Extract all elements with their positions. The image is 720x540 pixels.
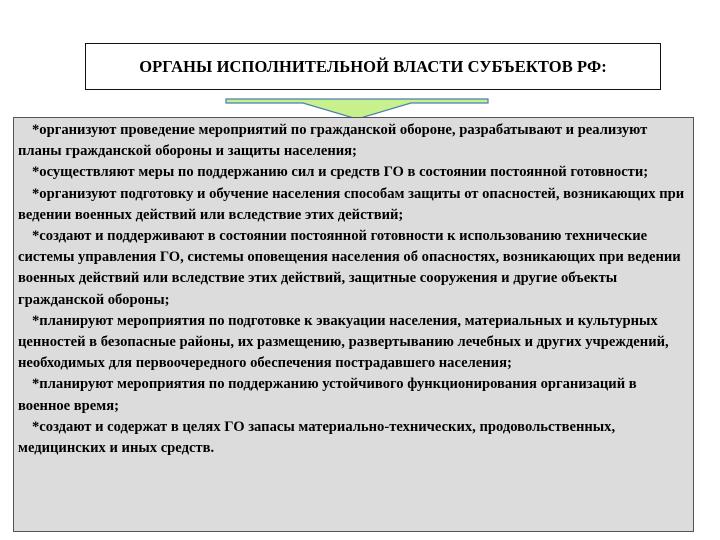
list-item: *планируют мероприятия по подготовке к эвакуации населения, материальных и культурных ценностей в безопасные районы, их размещению, развертыванию лечебных и других учреждений, необходимых для первоочередного обеспечения пострадавшего населения; <box>18 312 669 372</box>
functions-list <box>13 117 694 532</box>
title-box <box>85 43 661 90</box>
list-item: *планируют мероприятия по поддержанию устойчивого функционирования организаций в военное время; <box>18 376 637 414</box>
down-arrow-shape <box>226 99 488 119</box>
list-item: *организуют проведение мероприятий по гражданской обороне, разрабатывают и реализуют планы гражданской обороны и защиты населения; <box>18 122 648 160</box>
list-item: *осуществляют меры по поддержанию сил и средств ГО в состоянии постоянной готовности; <box>32 164 649 181</box>
list-item: *создают и содержат в целях ГО запасы материально-технических, продовольственных, медицинских и иных средств. <box>18 418 616 457</box>
page-title: ОРГАНЫ ИСПОЛНИТЕЛЬНОЙ ВЛАСТИ СУБЪЕКТОВ РФ: <box>139 56 607 76</box>
list-item: *организуют подготовку и обучение населения способам защиты от опасностей, возникающих при ведении военных действий или вследствие этих действий; <box>18 185 685 223</box>
list-item: *создают и поддерживают в состоянии постоянной готовности к использованию технические системы управления ГО, системы оповещения населения об опасностях, возникающих при ведении военных действий или вследствие этих действий, защитные сооружения и другие объекты гражданской обороны; <box>18 228 681 308</box>
